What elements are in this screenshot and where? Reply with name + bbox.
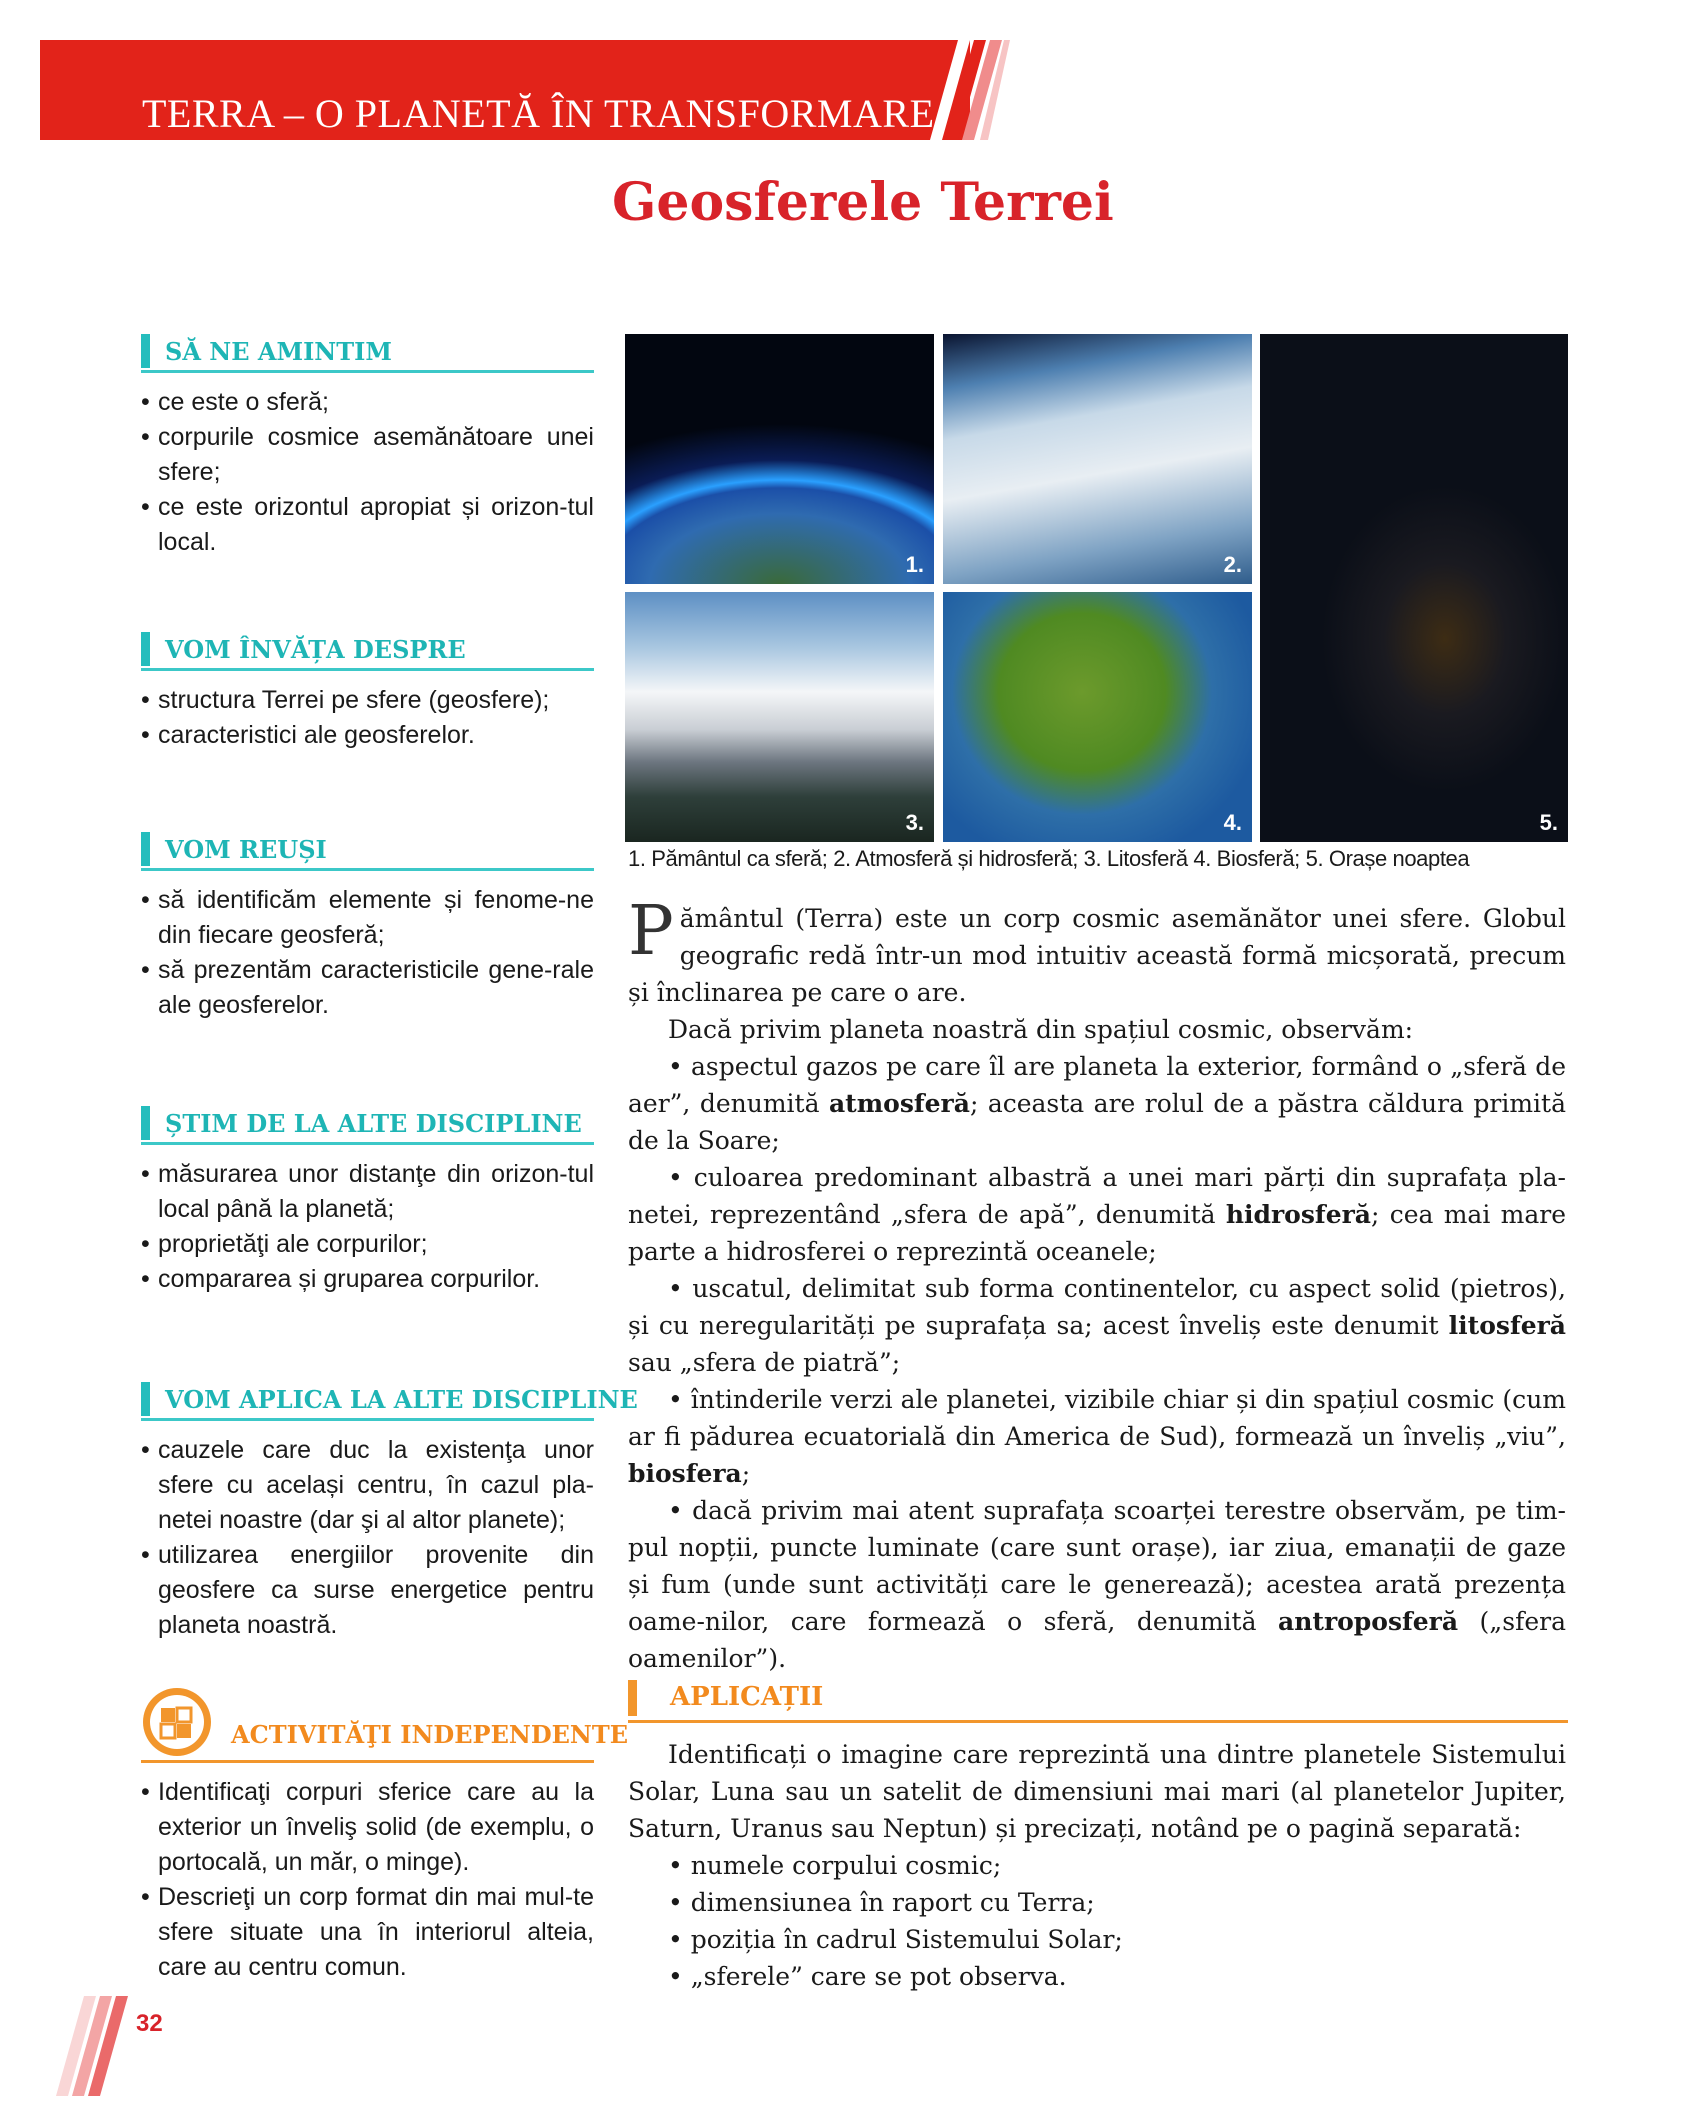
text-span: ; aceasta are rolul de a păstra căldura primită de la Soare; [628,1089,1566,1155]
puzzle-icon [141,1686,213,1758]
heading-bar [628,1680,637,1716]
bullet-list [628,1847,1566,1995]
list-item: • corpurile cosmice asemănătoare unei sfere; [141,420,594,490]
section-heading [141,1102,594,1145]
photo-number: 1. [905,552,924,577]
section-heading-label: ȘTIM DE LA ALTE DISCIPLINE [165,1109,582,1138]
heading-bar [141,334,150,368]
section-activitati-independente [141,1700,629,1985]
paragraph-biosphere [628,1381,1566,1492]
photo-number: 2. [1223,552,1242,577]
section-vom-reusi [141,828,594,1023]
photo-lithosphere [625,592,934,842]
list-item: • să identificăm elemente și fenome-ne din fiecare geosferă; [141,883,594,953]
list-item: • ce este orizontul apropiat și orizon-tul local. [141,490,594,560]
list-item: • caracteristici ale geosferelor. [141,718,594,753]
intro-text: ământul (Terra) este un corp cosmic asemănător unei sfere. Globul geografic redă într-un mod intuitiv această formă micșorată, precum și înclinarea pe care o are. [628,904,1566,1007]
photo-earth-sphere [625,334,934,584]
text-span: ; [741,1459,751,1488]
text-span: sau „sfera de piatră”; [628,1348,901,1377]
header-stripes [930,40,1010,140]
list-item: • ce este o sferă; [141,385,594,420]
heading-bar [141,1382,150,1416]
photo-number: 3. [905,810,924,835]
text-span: • întinderile verzi ale planetei, vizibile chiar și din spațiul cosmic (cum ar fi pădurea ecuatorială din America de Sud), formează un înveliș „viu”, [628,1385,1566,1451]
term-antroposfera: antroposferă [1278,1607,1459,1636]
bullet-list [141,683,594,753]
list-item: • compararea și gruparea corpurilor. [141,1262,594,1297]
section-stim-alte-discipline [141,1102,594,1297]
list-item: • proprietăţi ale corpurilor; [141,1227,594,1262]
section-heading-label: VOM ÎNVĂȚA DESPRE [165,635,466,664]
list-item: • dimensiunea în raport cu Terra; [668,1884,1566,1921]
paragraph-anthroposphere [628,1492,1566,1677]
page-number: 32 [136,2010,163,2037]
term-atmosfera: atmosferă [828,1089,970,1118]
section-vom-aplica [141,1378,638,1643]
list-item: • poziția în cadrul Sistemului Solar; [668,1921,1566,1958]
photo-atmosphere-hydrosphere [943,334,1252,584]
term-biosfera: biosfera [628,1459,742,1488]
term-litosfera: litosferă [1448,1311,1566,1340]
list-item: • măsurarea unor distanţe din orizon-tul local până la planetă; [141,1157,594,1227]
photo-cities-night [1260,334,1568,842]
paragraph-hydrosphere [628,1159,1566,1270]
section-heading [141,828,594,871]
intro-paragraph [628,892,1566,1011]
aplicatii-paragraph: Identificați o imagine care reprezintă una dintre planetele Sistemului Solar, Luna sau un satelit de dimensiuni mai mari (al planetelor Jupiter, Saturn, Uranus sau Neptun) și precizați, notând pe o pagină separată: [628,1740,1566,1843]
text-span: ; cea mai mare parte a hidrosferei o reprezintă oceanele; [628,1200,1566,1266]
heading-bar [141,632,150,666]
section-heading-label: ACTIVITĂŢI INDEPENDENTE [231,1720,629,1749]
photo-biosphere [943,592,1252,842]
section-heading [141,330,594,373]
section-sa-ne-amintim [141,330,594,560]
photo-number: 5. [1539,810,1558,835]
list-item: • utilizarea energiilor provenite din geosfere ca surse energetice pentru planeta noastră. [141,1538,594,1643]
section-heading-label: VOM APLICA LA ALTE DISCIPLINE [165,1385,638,1414]
list-item: • structura Terrei pe sfere (geosfere); [141,683,594,718]
list-item: • să prezentăm caracteristicile gene-rale ale geosferelor. [141,953,594,1023]
page-title: Geosferele Terrei [612,172,1114,233]
section-heading-label: SĂ NE AMINTIM [165,337,392,366]
text-span: • culoarea predominant albastră a unei mari părți din suprafața pla-netei, reprezentând „sfera de apă”, denumită [628,1163,1566,1229]
text-span: („sfera oamenilor”). [628,1607,1566,1673]
heading-bar [141,1106,150,1140]
bullet-list [141,385,594,560]
section-aplicatii-heading [628,1676,1568,1723]
list-item: • cauzele care duc la existenţa unor sfere cu același centru, în cazul pla-netei noastre (dar şi al altor planete); [141,1433,594,1538]
section-heading-label: VOM REUȘI [165,835,327,864]
chapter-title: TERRA – O PLANETĂ ÎN TRANSFORMARE [142,91,935,136]
list-item: • „sferele” care se pot observa. [668,1958,1566,1995]
section-heading [141,628,594,671]
bullet-list [141,1157,594,1297]
photo-number: 4. [1223,810,1242,835]
section-vom-invata [141,628,594,753]
text-span: • aspectul gazos pe care îl are planeta la exterior, formând o „sferă de aer”, denumită [628,1052,1566,1118]
section-heading [141,1700,629,1763]
list-item: • Descrieţi un corp format din mai mul-te sfere situate una în interiorul alteia, care au centru comun. [141,1880,594,1985]
aplicatii-text [628,1736,1566,1995]
paragraph-lithosphere [628,1270,1566,1381]
section-heading-label: APLICAȚII [670,1682,824,1712]
photo-caption: 1. Pământul ca sferă; 2. Atmosferă și hidrosferă; 3. Litosferă 4. Biosferă; 5. Orașe noaptea [628,846,1470,871]
list-item: • numele corpului cosmic; [668,1847,1566,1884]
term-hidrosfera: hidrosferă [1225,1200,1371,1229]
text-span: • dacă privim mai atent suprafața scoarței terestre observăm, pe tim-pul nopții, puncte luminate (care sunt orașe), iar ziua, emanații de gaze și fum (unde sunt activități care le generează); acestea arată prezența oame-nilor, care formează o sferă, denumită [628,1496,1566,1636]
list-item: • Identificaţi corpuri sferice care au la exterior un înveliş solid (de exemplu, o portocală, un măr, o minge). [141,1775,594,1880]
drop-cap: P [628,892,674,971]
heading-bar [141,832,150,866]
bullet-list [141,1775,594,1985]
bullet-list [141,1433,594,1643]
lead-paragraph: Dacă privim planeta noastră din spațiul cosmic, observăm: [668,1015,1414,1044]
main-text [628,892,1566,1677]
bullet-list [141,883,594,1023]
paragraph-atmosphere [628,1048,1566,1159]
text-span: • uscatul, delimitat sub forma continentelor, cu aspect solid (pietros), și cu neregularități pe suprafața sa; acest înveliș este denumit [628,1274,1566,1340]
section-heading [141,1378,638,1421]
